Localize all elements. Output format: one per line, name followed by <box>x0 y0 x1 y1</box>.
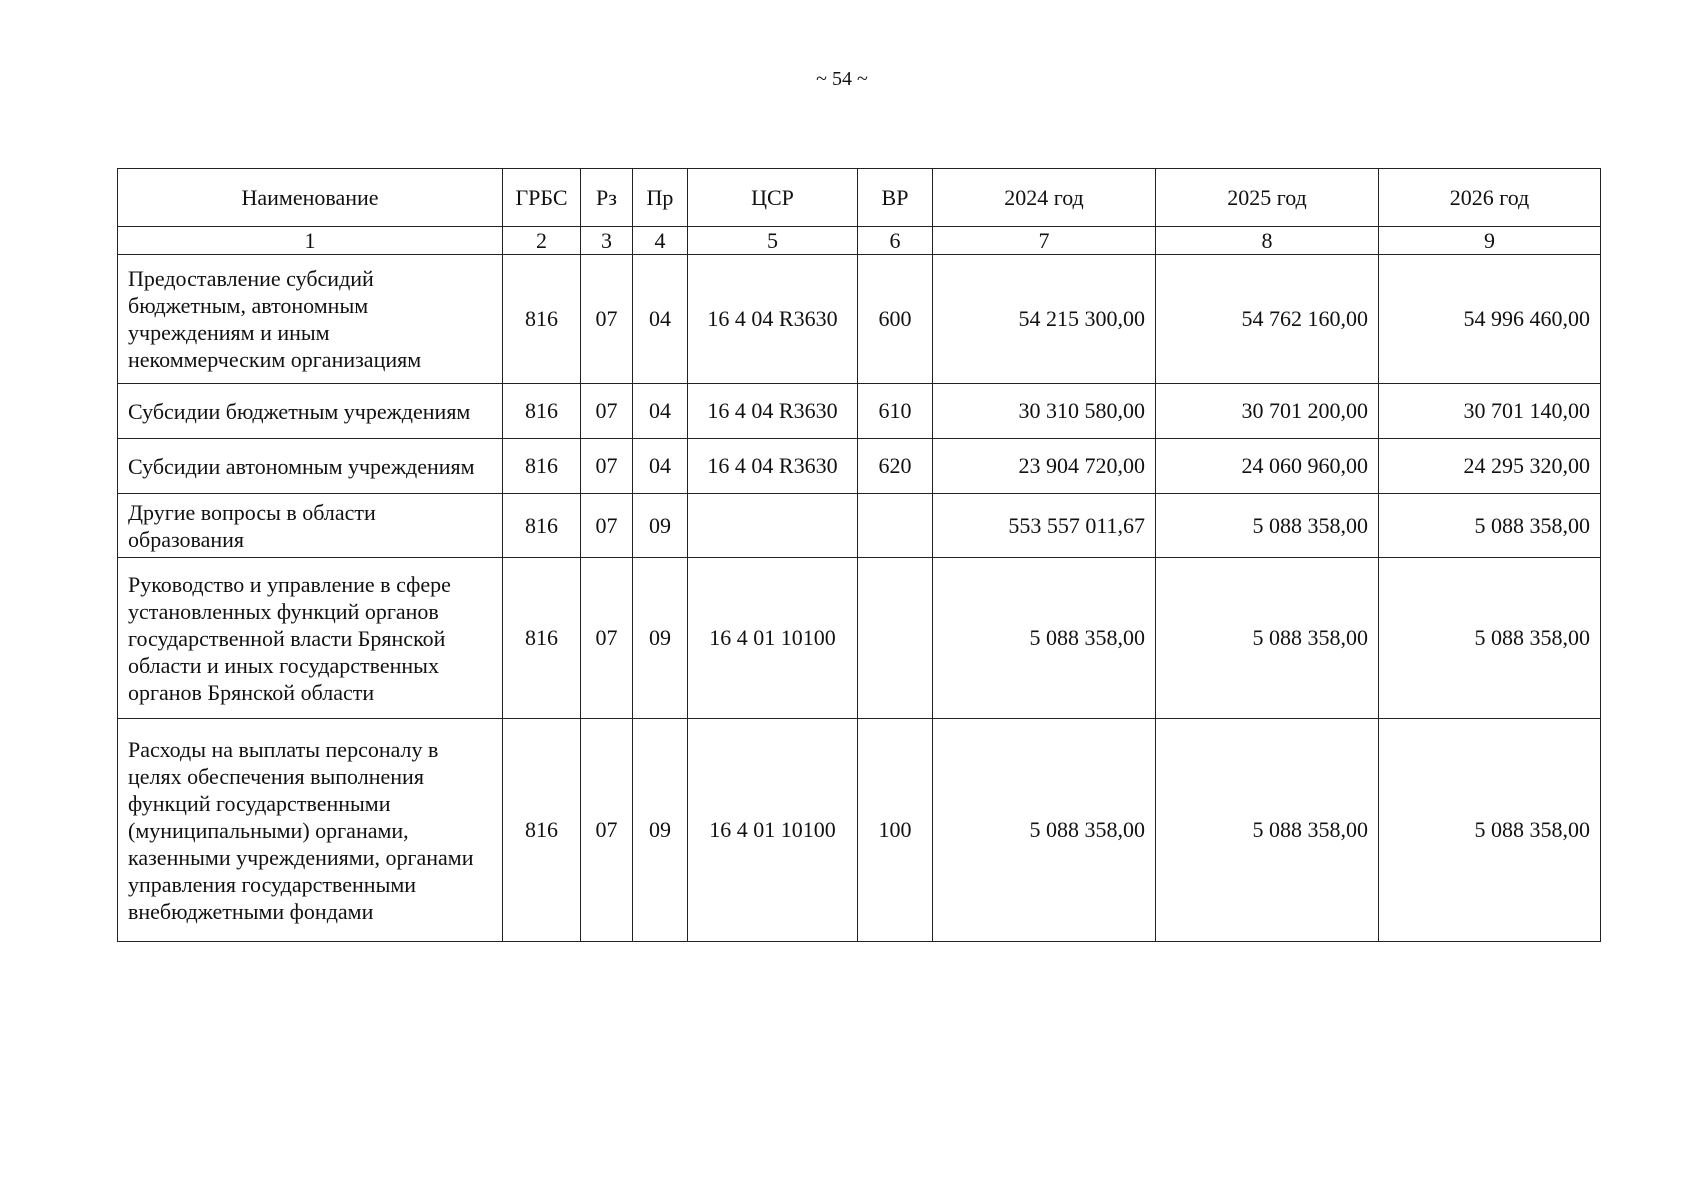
row-grbs: 816 <box>503 494 581 558</box>
row-amount-2025: 5 088 358,00 <box>1156 719 1379 942</box>
row-vr: 100 <box>858 719 933 942</box>
row-vr <box>858 558 933 719</box>
row-csr: 16 4 04 R3630 <box>688 439 858 494</box>
header-rz: Рз <box>581 169 633 227</box>
column-number-row <box>118 227 1601 255</box>
row-amount-2026: 30 701 140,00 <box>1379 384 1601 439</box>
row-rz: 07 <box>581 255 633 384</box>
table-row <box>118 384 1601 439</box>
row-vr: 600 <box>858 255 933 384</box>
table-row <box>118 494 1601 558</box>
row-rz: 07 <box>581 439 633 494</box>
column-number: 9 <box>1379 227 1601 255</box>
row-name: Расходы на выплаты персоналу в целях обеспечения выполнения функций государственными (муниципальными) органами, казенными учреждениями, органами управления государственными внебюджетными фондами <box>118 719 503 942</box>
row-rz: 07 <box>581 384 633 439</box>
header-2024: 2024 год <box>933 169 1156 227</box>
column-number: 3 <box>581 227 633 255</box>
row-vr: 620 <box>858 439 933 494</box>
table-row <box>118 719 1601 942</box>
row-pr: 04 <box>633 384 688 439</box>
row-amount-2025: 30 701 200,00 <box>1156 384 1379 439</box>
row-amount-2024: 54 215 300,00 <box>933 255 1156 384</box>
row-pr: 04 <box>633 255 688 384</box>
column-number: 8 <box>1156 227 1379 255</box>
table-row <box>118 439 1601 494</box>
row-amount-2025: 5 088 358,00 <box>1156 558 1379 719</box>
row-pr: 09 <box>633 494 688 558</box>
row-pr: 04 <box>633 439 688 494</box>
row-name: Другие вопросы в области образования <box>118 494 503 558</box>
row-name: Руководство и управление в сфере установленных функций органов государственной власти Брянской области и иных государственных органов Брянской области <box>118 558 503 719</box>
page-number: ~ 54 ~ <box>816 68 868 90</box>
row-amount-2025: 5 088 358,00 <box>1156 494 1379 558</box>
header-pr: Пр <box>633 169 688 227</box>
row-name: Субсидии бюджетным учреждениям <box>118 384 503 439</box>
row-csr <box>688 494 858 558</box>
table-row <box>118 558 1601 719</box>
row-amount-2024: 30 310 580,00 <box>933 384 1156 439</box>
column-number: 5 <box>688 227 858 255</box>
row-grbs: 816 <box>503 384 581 439</box>
row-grbs: 816 <box>503 719 581 942</box>
row-amount-2026: 5 088 358,00 <box>1379 494 1601 558</box>
row-rz: 07 <box>581 719 633 942</box>
table-row <box>118 255 1601 384</box>
row-vr <box>858 494 933 558</box>
row-name: Предоставление субсидий бюджетным, автономным учреждениям и иным некоммерческим организациям <box>118 255 503 384</box>
row-csr: 16 4 01 10100 <box>688 558 858 719</box>
row-grbs: 816 <box>503 255 581 384</box>
row-amount-2026: 5 088 358,00 <box>1379 719 1601 942</box>
header-csr: ЦСР <box>688 169 858 227</box>
row-amount-2026: 54 996 460,00 <box>1379 255 1601 384</box>
row-name: Субсидии автономным учреждениям <box>118 439 503 494</box>
row-vr: 610 <box>858 384 933 439</box>
header-2025: 2025 год <box>1156 169 1379 227</box>
budget-table <box>117 168 1601 942</box>
row-pr: 09 <box>633 719 688 942</box>
row-amount-2024: 23 904 720,00 <box>933 439 1156 494</box>
column-number: 7 <box>933 227 1156 255</box>
row-csr: 16 4 01 10100 <box>688 719 858 942</box>
row-amount-2026: 5 088 358,00 <box>1379 558 1601 719</box>
row-amount-2025: 54 762 160,00 <box>1156 255 1379 384</box>
header-vr: ВР <box>858 169 933 227</box>
header-grbs: ГРБС <box>503 169 581 227</box>
header-name: Наименование <box>118 169 503 227</box>
column-number: 2 <box>503 227 581 255</box>
row-amount-2024: 5 088 358,00 <box>933 719 1156 942</box>
row-amount-2025: 24 060 960,00 <box>1156 439 1379 494</box>
row-csr: 16 4 04 R3630 <box>688 255 858 384</box>
row-amount-2026: 24 295 320,00 <box>1379 439 1601 494</box>
row-grbs: 816 <box>503 558 581 719</box>
column-number: 4 <box>633 227 688 255</box>
column-number: 1 <box>118 227 503 255</box>
row-csr: 16 4 04 R3630 <box>688 384 858 439</box>
header-2026: 2026 год <box>1379 169 1601 227</box>
row-amount-2024: 553 557 011,67 <box>933 494 1156 558</box>
column-number: 6 <box>858 227 933 255</box>
row-rz: 07 <box>581 558 633 719</box>
row-rz: 07 <box>581 494 633 558</box>
row-grbs: 816 <box>503 439 581 494</box>
row-amount-2024: 5 088 358,00 <box>933 558 1156 719</box>
row-pr: 09 <box>633 558 688 719</box>
header-row <box>118 169 1601 227</box>
